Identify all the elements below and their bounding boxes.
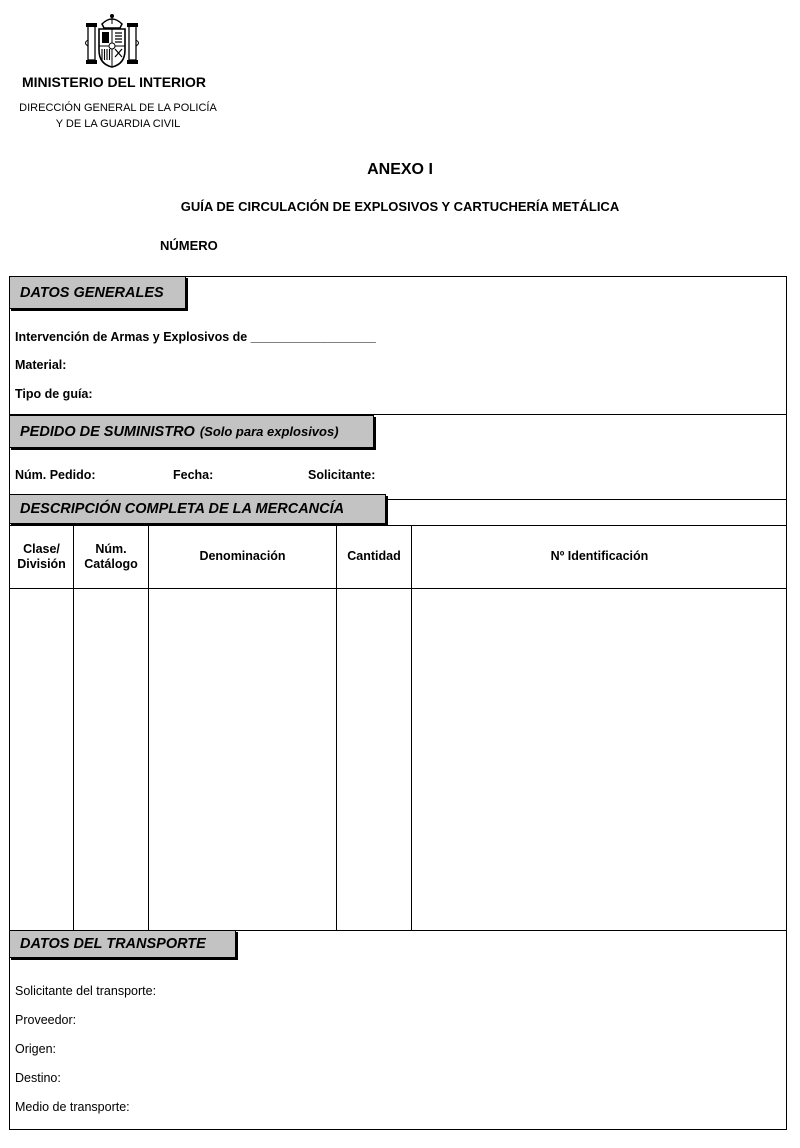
section-title: PEDIDO DE SUMINISTRO	[20, 423, 195, 440]
column-header-denominacion: Denominación	[199, 549, 286, 563]
tipo-guia-field[interactable]: Tipo de guía:	[15, 387, 93, 401]
medio-transporte-field[interactable]: Medio de transporte:	[15, 1100, 130, 1114]
proveedor-field[interactable]: Proveedor:	[15, 1013, 77, 1027]
column-header-clase	[10, 525, 73, 588]
column-header-line: Núm.	[95, 541, 127, 556]
ministry-name: MINISTERIO DEL INTERIOR	[21, 74, 207, 90]
direccion-line-1: DIRECCIÓN GENERAL DE LA POLICÍA	[19, 102, 217, 114]
document-title: GUÍA DE CIRCULACIÓN DE EXPLOSIVOS Y CARTUCHERÍA METÁLICA	[180, 199, 620, 214]
solicitante-transporte-field[interactable]: Solicitante del transporte:	[15, 984, 157, 998]
column-header-line: División	[17, 556, 66, 571]
section-title: DATOS GENERALES	[20, 284, 164, 301]
section-subtitle: (Solo para explosivos)	[199, 424, 339, 439]
section-title: DESCRIPCIÓN COMPLETA DE LA MERCANCÍA	[20, 501, 345, 517]
section-datos-transporte	[9, 930, 236, 958]
intervencion-field[interactable]: Intervención de Armas y Explosivos de __________________	[15, 330, 376, 344]
destino-field[interactable]: Destino:	[15, 1071, 61, 1085]
section-title: DATOS DEL TRANSPORTE	[20, 936, 206, 952]
column-header-line: Clase/	[23, 541, 60, 556]
coat-of-arms-icon	[84, 12, 140, 70]
column-header-cantidad: Cantidad	[347, 549, 401, 563]
fecha-field[interactable]: Fecha:	[173, 468, 214, 482]
form-frame	[9, 276, 787, 1130]
material-field[interactable]: Material:	[15, 358, 67, 372]
direccion-line-2: Y DE LA GUARDIA CIVIL	[55, 118, 181, 130]
direccion-general	[0, 100, 236, 132]
origen-field[interactable]: Origen:	[15, 1042, 56, 1056]
num-pedido-field[interactable]: Núm. Pedido:	[15, 468, 96, 482]
column-header-line: Catálogo	[84, 556, 138, 571]
column-header-identificacion: Nº Identificación	[550, 549, 649, 563]
annex-title: ANEXO I	[367, 161, 433, 178]
section-datos-generales	[9, 276, 186, 309]
column-header-catalogo	[74, 525, 148, 588]
section-pedido-suministro	[9, 415, 374, 448]
solicitante-field[interactable]: Solicitante:	[308, 468, 376, 482]
table-header-rule	[9, 588, 787, 589]
section-descripcion-mercancia	[9, 494, 386, 524]
number-label: NÚMERO	[160, 238, 218, 253]
